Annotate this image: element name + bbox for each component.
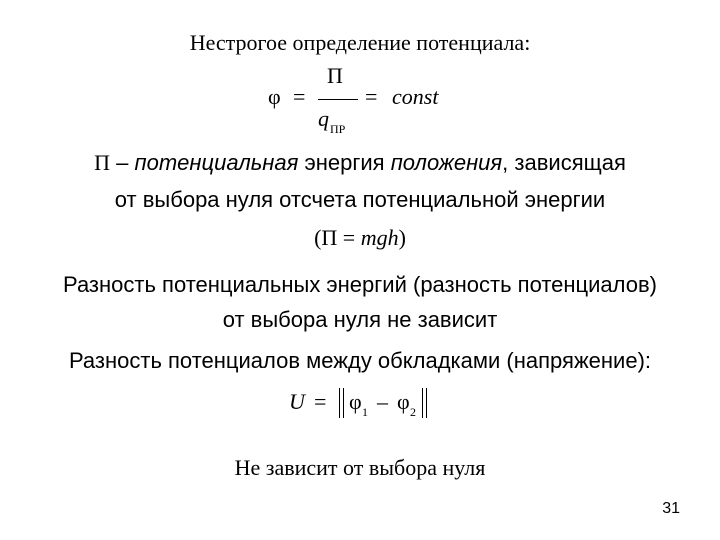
phi2-subscript: 2: [410, 405, 416, 419]
phi2: φ: [397, 389, 410, 414]
pi-symbol: Π: [94, 150, 111, 175]
emphasis-position: положения: [390, 150, 503, 175]
conclusion: Не зависит от выбора нуля: [234, 455, 486, 480]
definition-line-2: от выбора нуля отсчета потенциальной энергии: [114, 187, 606, 212]
equals-sign-3: =: [314, 389, 327, 414]
equals-sign-2: =: [365, 84, 378, 109]
slide-title: Нестрогое определение потенциала:: [189, 30, 531, 55]
phi1-subscript: 1: [362, 405, 368, 419]
definition-line-1: Π – потенциальная энергия положения, зависящая: [94, 150, 626, 175]
denominator-subscript: ПР: [330, 122, 346, 136]
minus-sign: –: [377, 389, 388, 414]
statement1-line-2: от выбора нуля не зависит: [222, 307, 498, 332]
emphasis-potential: потенциальная: [134, 150, 299, 175]
mgh-formula: (Π = mgh): [314, 225, 406, 250]
phi1: φ: [349, 389, 362, 414]
voltage-U: U: [289, 389, 305, 414]
abs-bar-right-1: [422, 388, 423, 418]
equals-sign-1: =: [293, 84, 306, 109]
abs-bar-left-2: [343, 388, 344, 418]
statement1-line-1: Разность потенциальных энергий (разность потенциалов): [63, 272, 657, 297]
abs-bar-left-1: [339, 388, 340, 418]
const-text: const: [392, 84, 439, 109]
fraction-denominator: q: [318, 106, 329, 131]
page-number: 31: [662, 500, 680, 517]
abs-bar-right-2: [426, 388, 427, 418]
phi-symbol: φ: [268, 84, 281, 109]
statement2: Разность потенциалов между обкладками (напряжение):: [68, 348, 652, 373]
fraction-numerator: Π: [327, 63, 343, 88]
fraction-bar: [318, 99, 358, 100]
